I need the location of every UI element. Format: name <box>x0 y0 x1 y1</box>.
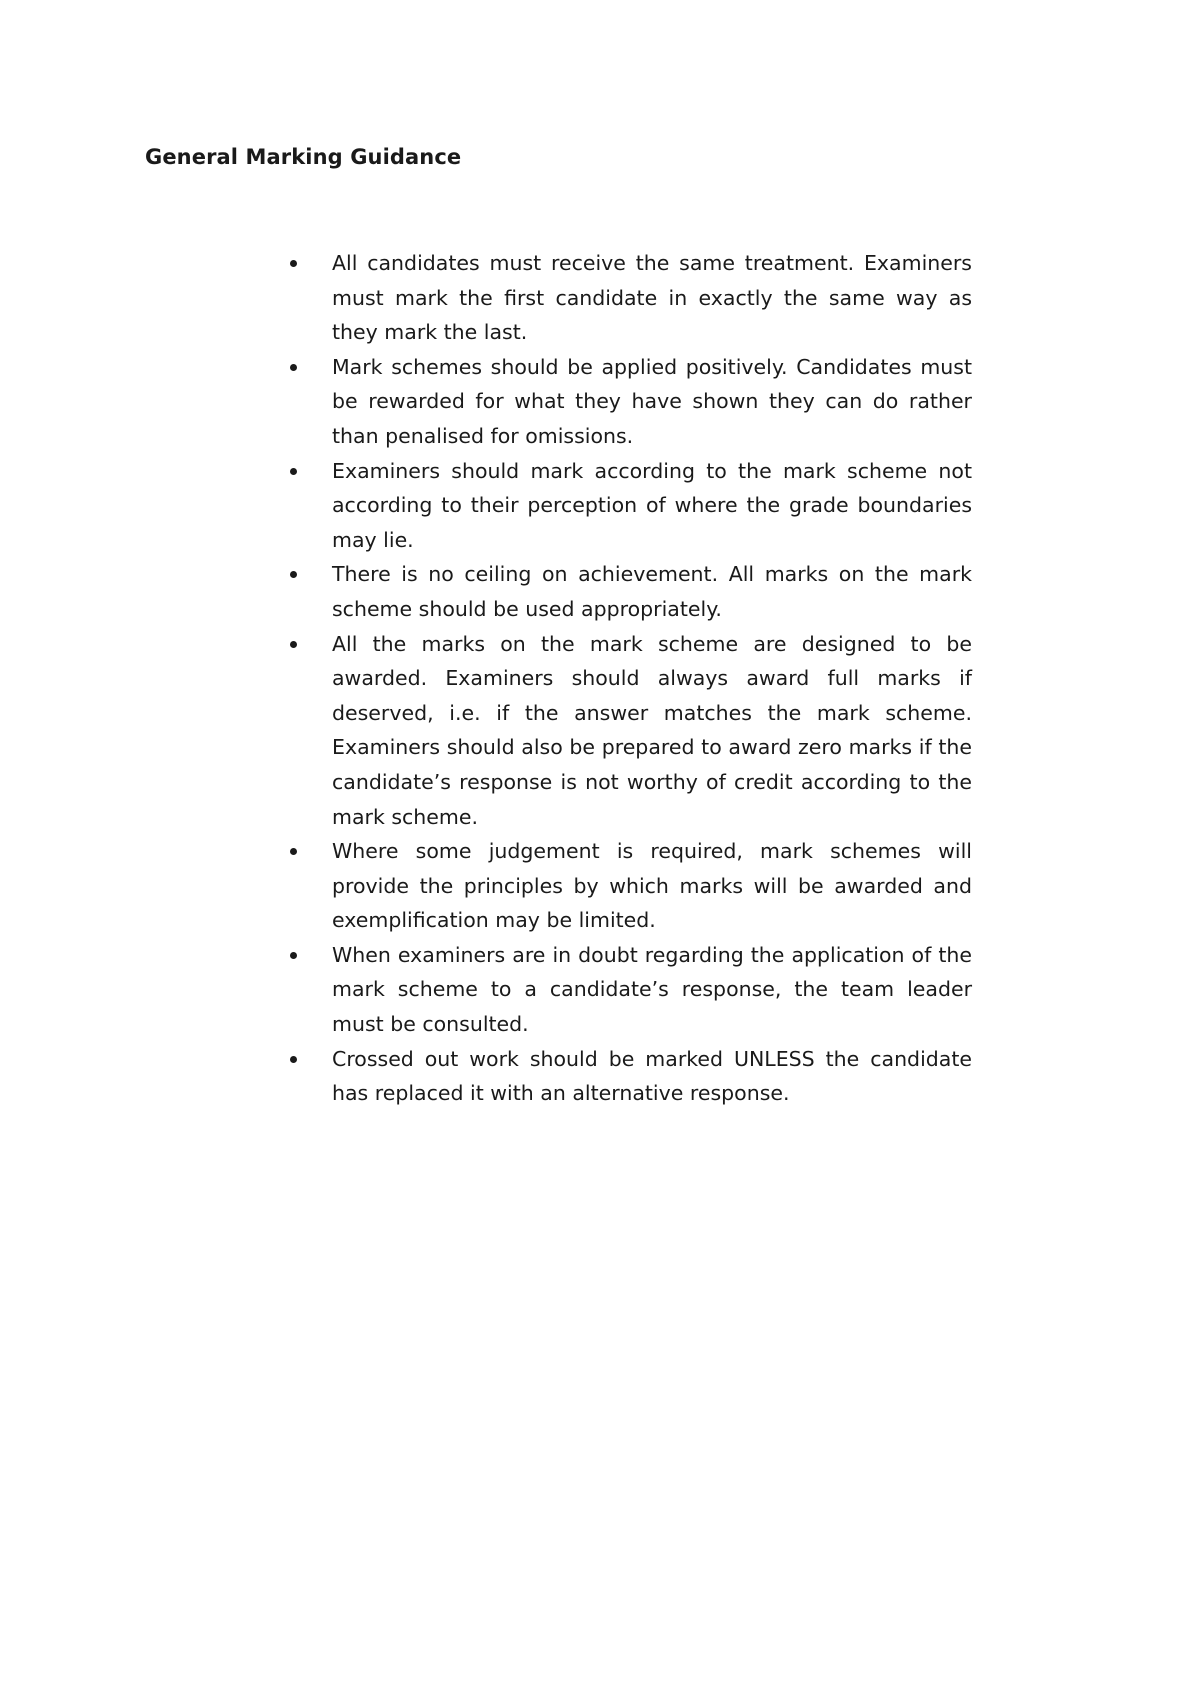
list-item <box>290 834 972 938</box>
list-item-text: Where some judgement is required, mark schemes will provide the principles by which marks will be awarded and exemplification may be limited. <box>332 839 972 933</box>
list-item <box>290 350 972 454</box>
list-item-text: All candidates must receive the same treatment. Examiners must mark the first candidate in exactly the same way as they mark the last. <box>332 251 972 345</box>
bullet-icon <box>290 468 297 475</box>
bullet-icon <box>290 848 297 855</box>
page-title: General Marking Guidance <box>145 145 462 169</box>
list-item <box>290 1042 972 1111</box>
bullet-icon <box>290 364 297 371</box>
list-item-text: When examiners are in doubt regarding the application of the mark scheme to a candidate’s response, the team leader must be consulted. <box>332 942 972 1037</box>
list-item <box>290 557 972 626</box>
list-item-text: Mark schemes should be applied positively. Candidates must be rewarded for what they have shown they can do rather than penalised for omissions. <box>332 354 972 448</box>
list-item <box>290 938 972 1042</box>
list-item <box>290 246 972 350</box>
guidance-list <box>290 246 972 1111</box>
list-item-text: All the marks on the mark scheme are designed to be awarded. Examiners should always award full marks if deserved, i.e. if the answer matches the mark scheme. Examiners should also be prepared to award zero marks if the candidate’s response is not worthy of credit according to the mark scheme. <box>332 631 972 829</box>
list-item-text: Examiners should mark according to the mark scheme not according to their perception of where the grade boundaries may lie. <box>332 458 972 552</box>
bullet-icon <box>290 1056 297 1063</box>
list-item-text: Crossed out work should be marked UNLESS the candidate has replaced it with an alternative response. <box>332 1046 972 1106</box>
list-item <box>290 454 972 558</box>
bullet-icon <box>290 571 297 578</box>
bullet-icon <box>290 952 297 959</box>
list-item-text: There is no ceiling on achievement. All marks on the mark scheme should be used appropriately. <box>332 562 972 621</box>
list-item <box>290 627 972 835</box>
bullet-icon <box>290 641 297 648</box>
bullet-icon <box>290 260 297 267</box>
